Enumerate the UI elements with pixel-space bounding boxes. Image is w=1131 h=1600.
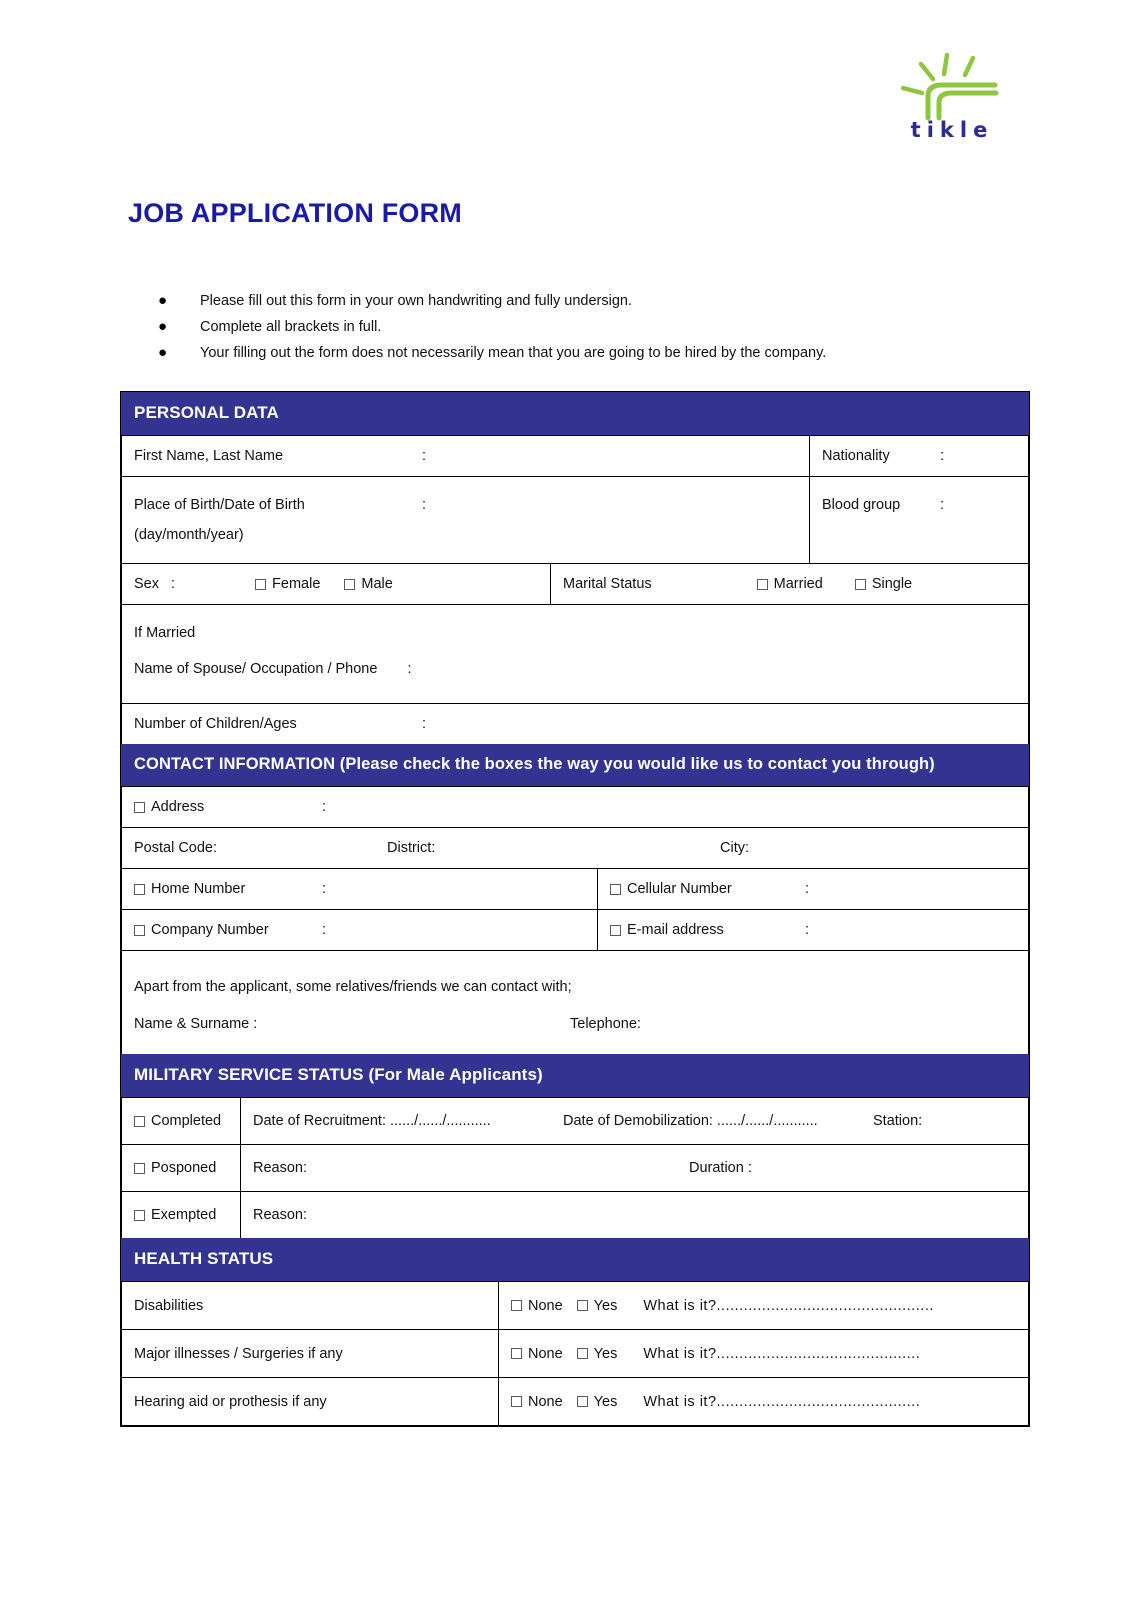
field-label: Nationality bbox=[822, 448, 890, 464]
field-label: E-mail address bbox=[627, 922, 724, 938]
field-sex bbox=[122, 564, 550, 604]
checkbox-option-none[interactable] bbox=[511, 1394, 563, 1410]
date-of-demobilization-label: Date of Demobilization: ....../....../........... bbox=[563, 1113, 818, 1129]
field-label: Place of Birth/Date of Birth bbox=[134, 497, 305, 513]
field-health-hearing-answer bbox=[498, 1378, 1028, 1425]
checkbox-option-posponed[interactable] bbox=[134, 1160, 216, 1176]
checkbox-icon[interactable] bbox=[134, 1163, 145, 1174]
reason-label: Reason: bbox=[253, 1160, 308, 1176]
table-row bbox=[121, 827, 1029, 868]
field-exempted-reason bbox=[240, 1192, 1028, 1238]
table-row bbox=[121, 435, 1029, 476]
checkbox-icon[interactable] bbox=[134, 1116, 145, 1127]
field-colon: : bbox=[805, 922, 810, 938]
list-item bbox=[158, 314, 1018, 340]
checkbox-icon[interactable] bbox=[134, 802, 145, 813]
field-health-disabilities-label bbox=[122, 1282, 498, 1329]
field-colon: : bbox=[322, 799, 327, 815]
field-home-number bbox=[122, 869, 597, 909]
instruction-text: Complete all brackets in full. bbox=[200, 319, 382, 335]
table-row bbox=[121, 1144, 1029, 1191]
field-colon: : bbox=[422, 497, 427, 513]
field-health-hearing-label bbox=[122, 1378, 498, 1425]
table-row bbox=[121, 868, 1029, 909]
field-colon: : bbox=[940, 448, 945, 464]
option-label: None bbox=[528, 1297, 563, 1314]
table-row bbox=[121, 1377, 1029, 1426]
field-health-illnesses-label bbox=[122, 1330, 498, 1377]
field-label: Address bbox=[151, 799, 205, 815]
table-row bbox=[121, 703, 1029, 744]
field-label: Name of Spouse/ Occupation / Phone bbox=[134, 661, 378, 677]
logo-wordmark: tikle bbox=[910, 118, 994, 142]
field-military-dates bbox=[240, 1098, 1028, 1144]
option-label: Male bbox=[361, 576, 393, 592]
table-row bbox=[121, 786, 1029, 827]
table-row bbox=[121, 1281, 1029, 1329]
table-row bbox=[121, 1191, 1029, 1238]
page-title: JOB APPLICATION FORM bbox=[128, 198, 462, 228]
if-married-label: If Married bbox=[134, 625, 196, 641]
field-posponed-reason bbox=[240, 1145, 1028, 1191]
field-health-illnesses-answer bbox=[498, 1330, 1028, 1377]
checkbox-icon[interactable] bbox=[255, 579, 266, 590]
section-header-health-status: HEALTH STATUS bbox=[121, 1238, 1029, 1281]
field-label: Sex bbox=[134, 576, 159, 592]
field-emergency-contacts bbox=[122, 951, 1028, 1054]
table-row bbox=[121, 909, 1029, 950]
field-military-posponed bbox=[122, 1145, 240, 1191]
checkbox-icon[interactable] bbox=[610, 925, 621, 936]
checkbox-option-address[interactable] bbox=[134, 799, 204, 815]
field-military-exempted bbox=[122, 1192, 240, 1238]
postal-code-label: Postal Code: bbox=[134, 840, 218, 856]
checkbox-option-female[interactable] bbox=[255, 576, 320, 592]
checkbox-option-exempted[interactable] bbox=[134, 1207, 216, 1223]
field-colon: : bbox=[805, 881, 810, 897]
option-label: Exempted bbox=[151, 1207, 217, 1223]
field-postal-district-city bbox=[122, 828, 1028, 868]
field-company-number bbox=[122, 910, 597, 950]
checkbox-option-cellular-number[interactable] bbox=[610, 881, 732, 897]
checkbox-option-married[interactable] bbox=[757, 576, 823, 592]
checkbox-option-single[interactable] bbox=[855, 576, 912, 592]
field-military-completed bbox=[122, 1098, 240, 1144]
table-row bbox=[121, 950, 1029, 1054]
table-row bbox=[121, 476, 1029, 563]
option-label: Female bbox=[272, 576, 321, 592]
checkbox-option-none[interactable] bbox=[511, 1346, 563, 1362]
option-label: None bbox=[528, 1393, 563, 1410]
checkbox-option-none[interactable] bbox=[511, 1298, 563, 1314]
section-header-contact-information: CONTACT INFORMATION (Please check the boxes the way you would like us to contact you through) bbox=[121, 744, 1029, 786]
instruction-text: Please fill out this form in your own handwriting and fully undersign. bbox=[200, 293, 633, 309]
field-children bbox=[122, 704, 1028, 744]
checkbox-icon[interactable] bbox=[757, 579, 768, 590]
instructions-list bbox=[158, 288, 1018, 366]
field-blood-group bbox=[809, 477, 1028, 563]
field-colon: : bbox=[422, 448, 427, 464]
table-row bbox=[121, 1329, 1029, 1377]
field-label: Home Number bbox=[151, 881, 246, 897]
reason-label: Reason: bbox=[253, 1207, 308, 1223]
list-item bbox=[158, 340, 1018, 366]
field-nationality bbox=[809, 436, 1028, 476]
field-health-disabilities-answer bbox=[498, 1282, 1028, 1329]
company-logo bbox=[895, 52, 1010, 157]
section-header-military-service-status: MILITARY SERVICE STATUS (For Male Applicants) bbox=[121, 1054, 1029, 1097]
district-label: District: bbox=[387, 840, 436, 856]
bullet-icon: ● bbox=[158, 318, 168, 335]
checkbox-icon[interactable] bbox=[577, 1348, 588, 1359]
field-colon: : bbox=[322, 922, 327, 938]
table-row bbox=[121, 563, 1029, 604]
field-colon: : bbox=[407, 661, 412, 677]
table-row bbox=[121, 1097, 1029, 1144]
checkbox-option-yes[interactable] bbox=[577, 1346, 618, 1362]
option-label: Yes bbox=[593, 1297, 618, 1314]
field-label: Hearing aid or prothesis if any bbox=[134, 1393, 327, 1410]
relative-name-label: Name & Surname : bbox=[134, 1016, 258, 1032]
checkbox-option-email[interactable] bbox=[610, 922, 724, 938]
birth-format-hint: (day/month/year) bbox=[134, 527, 244, 543]
field-full-name bbox=[122, 436, 809, 476]
section-header-personal-data: PERSONAL DATA bbox=[121, 392, 1029, 435]
field-colon: : bbox=[322, 881, 327, 897]
field-label: Marital Status bbox=[563, 576, 652, 592]
checkbox-icon[interactable] bbox=[134, 925, 145, 936]
option-label: Completed bbox=[151, 1113, 222, 1129]
bullet-icon: ● bbox=[158, 292, 168, 309]
field-label: First Name, Last Name bbox=[134, 448, 284, 464]
field-colon: : bbox=[940, 497, 945, 513]
field-label: Cellular Number bbox=[627, 881, 732, 897]
field-label: Blood group bbox=[822, 497, 901, 513]
checkbox-icon[interactable] bbox=[511, 1396, 522, 1407]
field-place-date-of-birth bbox=[122, 477, 809, 563]
what-is-it-field[interactable]: What is it?................................................ bbox=[643, 1297, 934, 1314]
field-spouse-details bbox=[122, 605, 1028, 703]
checkbox-icon[interactable] bbox=[577, 1300, 588, 1311]
field-colon: : bbox=[422, 716, 427, 732]
checkbox-icon[interactable] bbox=[855, 579, 866, 590]
field-marital-status bbox=[550, 564, 1028, 604]
checkbox-icon[interactable] bbox=[511, 1348, 522, 1359]
option-label: Single bbox=[871, 576, 913, 592]
field-address bbox=[122, 787, 1028, 827]
table-row bbox=[121, 604, 1029, 703]
what-is-it-field[interactable]: What is it?............................................. bbox=[643, 1393, 921, 1410]
option-label: Yes bbox=[593, 1345, 618, 1362]
sun-sprout-icon bbox=[895, 52, 1005, 122]
checkbox-option-yes[interactable] bbox=[577, 1298, 618, 1314]
city-label: City: bbox=[720, 840, 749, 856]
duration-label: Duration : bbox=[689, 1160, 752, 1176]
checkbox-icon[interactable] bbox=[344, 579, 355, 590]
date-of-recruitment-label: Date of Recruitment: ....../....../........... bbox=[253, 1113, 491, 1129]
checkbox-icon[interactable] bbox=[577, 1396, 588, 1407]
option-label: Married bbox=[773, 576, 823, 592]
list-item bbox=[158, 288, 1018, 314]
option-label: None bbox=[528, 1345, 563, 1362]
what-is-it-field[interactable]: What is it?............................................. bbox=[643, 1345, 921, 1362]
field-colon: : bbox=[171, 576, 176, 592]
field-label: Major illnesses / Surgeries if any bbox=[134, 1345, 343, 1362]
instruction-text: Your filling out the form does not necessarily mean that you are going to be hired by the company. bbox=[200, 345, 827, 361]
checkbox-option-company-number[interactable] bbox=[134, 922, 269, 938]
station-label: Station: bbox=[873, 1113, 923, 1129]
checkbox-icon[interactable] bbox=[610, 884, 621, 895]
checkbox-option-completed[interactable] bbox=[134, 1113, 221, 1129]
field-cellular-number bbox=[597, 869, 1028, 909]
field-label: Number of Children/Ages bbox=[134, 716, 297, 732]
relative-phone-label: Telephone: bbox=[570, 1016, 641, 1032]
option-label: Posponed bbox=[151, 1160, 217, 1176]
checkbox-icon[interactable] bbox=[134, 1210, 145, 1221]
checkbox-icon[interactable] bbox=[511, 1300, 522, 1311]
application-form-table bbox=[120, 391, 1030, 1427]
checkbox-option-home-number[interactable] bbox=[134, 881, 245, 897]
bullet-icon: ● bbox=[158, 344, 168, 361]
field-label: Company Number bbox=[151, 922, 269, 938]
checkbox-option-yes[interactable] bbox=[577, 1394, 618, 1410]
checkbox-icon[interactable] bbox=[134, 884, 145, 895]
relatives-note: Apart from the applicant, some relatives/friends we can contact with; bbox=[134, 979, 572, 995]
option-label: Yes bbox=[593, 1393, 618, 1410]
checkbox-option-male[interactable] bbox=[344, 576, 392, 592]
field-label: Disabilities bbox=[134, 1297, 204, 1314]
field-email-address bbox=[597, 910, 1028, 950]
